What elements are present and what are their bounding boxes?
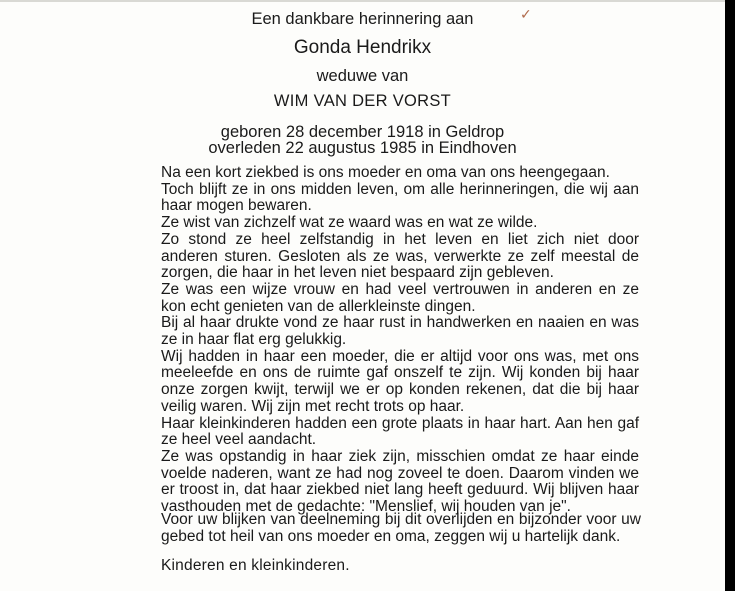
intro-line: Een dankbare herinnering aan: [251, 10, 474, 28]
deceased-name: Gonda Hendrikx: [293, 37, 432, 58]
paragraph: Wij hadden in haar een moeder, die er altijd voor ons was, met ons meeleefde en ons de ruimte gaf onszelf te zijn. Wij konden bij haar onze zorgen kwijt, terwijl we er op konden rekenen, dat die bij haar veilig waren. Wij zijn met recht trots op haar.: [161, 347, 639, 415]
signoff: Kinderen en kleinkinderen.: [161, 557, 350, 574]
pencil-mark-icon: ✓: [520, 6, 532, 22]
widow-of-line: weduwe van: [316, 67, 409, 85]
death-line: overleden 22 augustus 1985 in Eindhoven: [208, 139, 517, 157]
paragraph: Bij al haar drukte vond ze haar rust in handwerken en naaien en was ze in haar flat erg gelukkig.: [161, 314, 639, 349]
husband-name: WIM VAN DER VORST: [273, 92, 452, 110]
birth-line: geboren 28 december 1918 in Geldrop: [220, 123, 505, 141]
memorial-text: [161, 165, 639, 516]
scan-border-right: [725, 0, 735, 591]
paragraph: Haar kleinkinderen hadden een grote plaats in haar hart. Aan hen gaf ze heel veel aandacht.: [161, 414, 639, 449]
thanks-paragraph: Voor uw blijken van deelneming bij dit overlijden en bijzonder voor uw gebed tot heil van ons moeder en oma, zeggen wij u hartelijk dank.: [161, 511, 641, 545]
card-top-edge: [0, 0, 735, 2]
paragraph: Na een kort ziekbed is ons moeder en oma van ons heengegaan.: [161, 164, 610, 181]
paragraph: Zo stond ze heel zelfstandig in het leven en liet zich niet door anderen sturen. Gesloten als ze was, verwerkte ze zelf meestal de zorgen, die haar in het leven niet bespaard zijn gebleven.: [161, 230, 639, 282]
paragraph: Ze wist van zichzelf wat ze waard was en wat ze wilde.: [161, 214, 538, 232]
paragraph: Ze was opstandig in haar ziek zijn, misschien omdat ze haar einde voelde naderen, want ze had nog zoveel te doen. Daarom vinden we er troost in, dat haar ziekbed niet lang heeft geduurd. Wij blijven haar vasthouden met de gedachte: "Menslief, wij houden van je".: [161, 447, 639, 516]
paragraph: Toch blijft ze in ons midden leven, om alle herinneringen, die wij aan haar mogen bewaren.: [161, 180, 639, 215]
paragraph: Ze was een wijze vrouw en had veel vertrouwen in anderen en ze kon echt genieten van de allerkleinste dingen.: [161, 280, 639, 315]
